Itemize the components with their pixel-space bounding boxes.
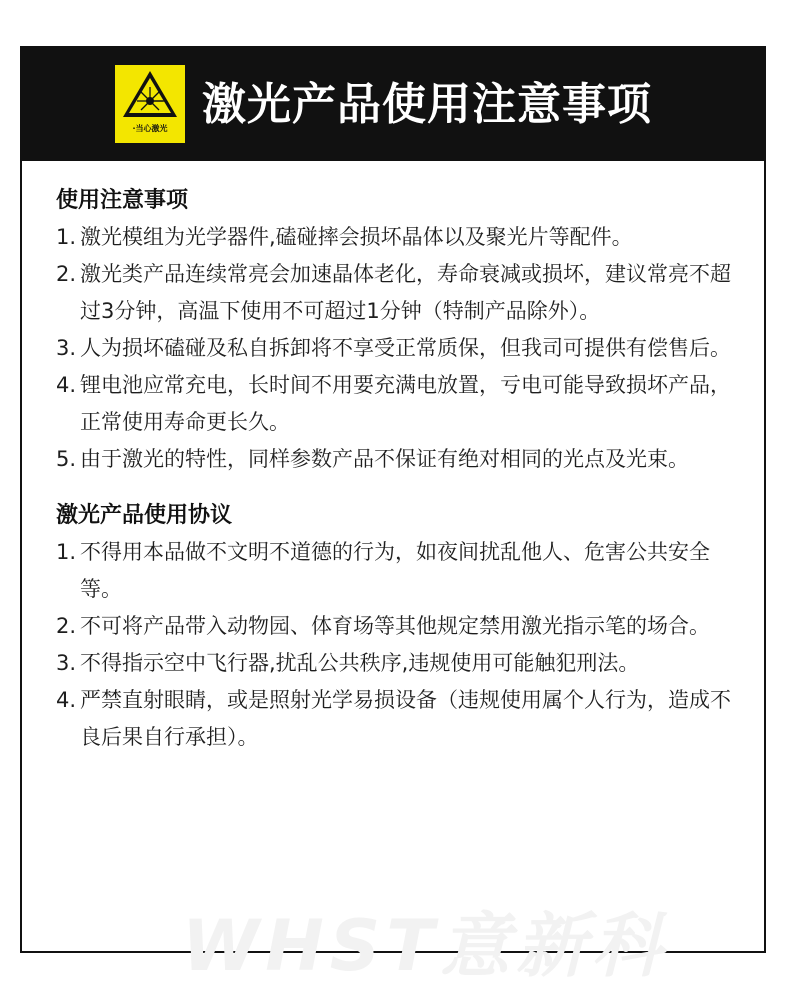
section-usage-notes [56,183,746,478]
item-text: 严禁直射眼睛，或是照射光学易损设备（违规使用属个人行为，造成不良后果自行承担）。 [80,688,731,749]
item-number: 2. [56,262,77,286]
item-number: 3. [56,651,77,675]
section-title: 激光产品使用协议 [56,503,233,528]
item-number: 3. [56,336,77,360]
header-band [22,48,764,161]
item-text: 不可将产品带入动物园、体育场等其他规定禁用激光指示笔的场合。 [80,614,710,638]
list-item [56,441,746,478]
list-item [56,367,746,441]
list-item [56,534,746,608]
section-title: 使用注意事项 [56,188,189,213]
item-number: 5. [56,447,77,471]
item-text: 激光模组为光学器件,磕碰摔会损坏晶体以及聚光片等配件。 [80,225,633,249]
list-item [56,682,746,756]
list-item [56,219,746,256]
item-text: 锂电池应常充电，长时间不用要充满电放置，亏电可能导致损坏产品，正常使用寿命更长久。 [80,373,731,434]
item-number: 1. [56,540,77,564]
content [56,183,746,756]
section-usage-agreement [56,498,746,756]
item-text: 由于激光的特性，同样参数产品不保证有绝对相同的光点及光束。 [80,447,689,471]
item-text: 人为损坏磕碰及私自拆卸将不享受正常质保，但我司可提供有偿售后。 [80,336,731,360]
notice-frame [20,46,766,987]
list-item [56,608,746,645]
list-item [56,256,746,330]
item-text: 激光类产品连续常亮会加速晶体老化，寿命衰减或损坏，建议常亮不超过3分钟，高温下使用不可超过1分钟（特制产品除外）。 [80,262,731,323]
item-text: 不得指示空中飞行器,扰乱公共秩序,违规使用可能触犯刑法。 [80,651,640,675]
item-text: 不得用本品做不文明不道德的行为，如夜间扰乱他人、危害公共安全等。 [80,540,710,601]
page-title: 激光产品使用注意事项 [202,79,652,130]
list-item [56,645,746,682]
item-number: 2. [56,614,77,638]
watermark: WHST意新科 [182,905,668,987]
warning-caption: ·当心激光 [115,122,185,136]
item-number: 4. [56,688,77,712]
list-item [56,330,746,367]
item-number: 1. [56,225,77,249]
item-number: 4. [56,373,77,397]
